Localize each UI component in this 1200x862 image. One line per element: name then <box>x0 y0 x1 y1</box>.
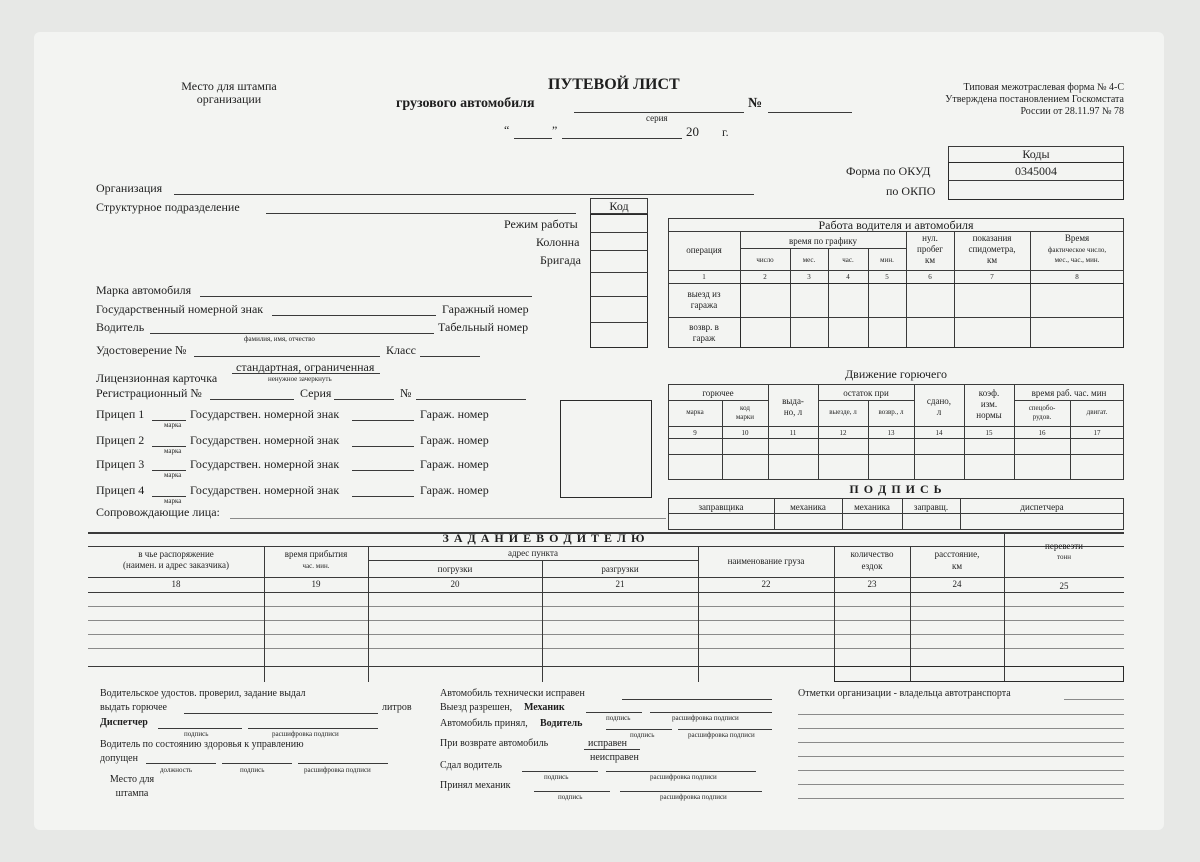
work-col-num: 4 <box>846 273 850 281</box>
work-col-num: 5 <box>885 273 889 281</box>
driver-sign-field[interactable] <box>606 729 672 730</box>
fuel-col-num: 13 <box>887 429 895 437</box>
fuel-header: горючее <box>702 388 734 398</box>
customer-2: (наимен. и адрес заказчика) <box>123 560 229 570</box>
stamp-place-line1: Место для штампа <box>181 79 277 93</box>
task-col-num: 25 <box>1059 581 1069 591</box>
task-col-num: 21 <box>615 579 625 589</box>
decode-hint: расшифровка подписи <box>272 730 339 738</box>
notes-line[interactable] <box>798 770 1124 771</box>
fuel-issued-2: но, л <box>783 407 803 417</box>
notes-label: Отметки организации - владельца автотранспорта <box>798 688 1011 699</box>
notes-line[interactable] <box>798 714 1124 715</box>
equip-1: спецобо- <box>1028 404 1056 412</box>
sign-hint: подпись <box>606 714 631 722</box>
ok-label: Автомобиль технически исправен <box>440 688 585 699</box>
grid-line <box>668 454 1124 455</box>
time-actual-2: фактическое число, <box>1047 246 1107 254</box>
brand-hint: марка <box>164 421 182 429</box>
return-row-2: гараж <box>692 333 716 343</box>
work-col-num: 6 <box>928 273 932 281</box>
grid-line <box>668 426 1124 427</box>
taken-decode-field[interactable] <box>620 791 762 792</box>
unloading-header: разгрузки <box>601 564 639 574</box>
driver-sign-label: Водитель <box>540 718 583 729</box>
license-field[interactable] <box>194 356 380 357</box>
fuel-given-1: сдано, <box>926 396 952 406</box>
fuel-code-1: код <box>740 404 750 412</box>
trailer-label: Прицеп 2 <box>96 433 145 447</box>
address-header: адрес пункта <box>508 548 558 558</box>
task-col-num: 19 <box>311 579 321 589</box>
form-title: ПУТЕВОЙ ЛИСТ <box>548 76 680 93</box>
admitted-label: допущен <box>100 753 138 764</box>
driver-label: Водитель <box>96 320 145 334</box>
lic-card-value[interactable]: стандартная, ограниченная <box>236 360 375 374</box>
odometer-1: показания <box>972 233 1012 243</box>
health-label: Водитель по состоянию здоровья к управлению <box>100 739 304 750</box>
fuel-col-num: 12 <box>839 429 847 437</box>
codes-title: Коды <box>1022 147 1050 161</box>
arrival-1: время прибытия <box>284 549 348 559</box>
column-label: Колонна <box>536 235 580 249</box>
cargo-header: наименование груза <box>727 556 805 566</box>
grid-line <box>668 513 1124 514</box>
date-quote-open: “ <box>504 123 510 137</box>
work-col-num: 8 <box>1075 273 1079 281</box>
sign-hint: подпись <box>558 793 583 801</box>
mechanic-decode-field[interactable] <box>650 712 772 713</box>
task-col-num: 23 <box>867 579 877 589</box>
plate-label: Государственный номерной знак <box>96 302 264 316</box>
series-label: Серия <box>300 386 332 400</box>
notes-line[interactable] <box>798 742 1124 743</box>
admitted-sign-field[interactable] <box>222 763 292 764</box>
work-col-num: 7 <box>990 273 994 281</box>
taken-label: Принял механик <box>440 780 511 791</box>
customer-1: в чье распоряжение <box>138 549 214 559</box>
grid-line <box>668 231 1124 232</box>
organization-field[interactable] <box>174 194 754 195</box>
grid-line <box>668 400 768 401</box>
decode-hint: расшифровка подписи <box>660 793 727 801</box>
grid-line <box>668 270 1124 271</box>
trips-2: ездок <box>861 561 883 571</box>
driver-decode-field[interactable] <box>678 729 772 730</box>
trailer-label: Прицеп 3 <box>96 457 145 471</box>
reg-no-field[interactable] <box>210 399 294 400</box>
zero-run-1: нул. <box>922 233 938 243</box>
sign-refueler-2: заправщ. <box>913 502 949 512</box>
sign-hint: подпись <box>184 730 209 738</box>
trailer-plate-label: Государствен. номерной знак <box>190 483 340 497</box>
grid-line <box>740 248 906 249</box>
decode-hint: расшифровка подписи <box>304 766 371 774</box>
task-col-num: 24 <box>952 579 962 589</box>
odometer-2: спидометра, <box>968 244 1016 254</box>
trailer-plate-label: Государствен. номерной знак <box>190 433 340 447</box>
reg-num-field[interactable] <box>416 399 526 400</box>
fuel-col-num: 14 <box>935 429 943 437</box>
ok-word-underline <box>584 749 640 750</box>
trailer-plate-field[interactable] <box>352 420 414 421</box>
trips-1: количество <box>850 549 894 559</box>
fuel-out-header: выезде, л <box>829 408 857 416</box>
work-col-num: 2 <box>763 273 767 281</box>
returned-label: При возврате автомобиль <box>440 738 549 749</box>
fuel-issued-1: выда- <box>782 396 804 406</box>
ok-word[interactable]: исправен <box>588 738 628 749</box>
grid-line <box>88 577 1124 578</box>
sign-hint: подпись <box>630 731 655 739</box>
task-col-num: 18 <box>171 579 181 589</box>
form-info-3: России от 28.11.97 № 78 <box>1020 106 1124 117</box>
series-label: серия <box>646 113 668 123</box>
form-info-1: Типовая межотраслевая форма № 4-С <box>963 82 1124 93</box>
notes-line[interactable] <box>798 798 1124 799</box>
number-field[interactable] <box>768 112 852 113</box>
distance-1: расстояние, <box>934 549 980 559</box>
grid-line <box>88 546 1124 547</box>
codes-divider <box>948 180 1124 181</box>
zero-run-3: км <box>924 255 936 265</box>
grid-line <box>88 606 1124 607</box>
trailer-garage-label: Гараж. номер <box>420 483 489 497</box>
task-title: З А Д А Н И Е В О Д И Т Е Л Ю <box>442 531 646 545</box>
mode-label: Режим работы <box>504 217 578 231</box>
time-actual-1: Время <box>1064 233 1090 243</box>
grid-line <box>88 648 1124 649</box>
fuel-coef-2: изм. <box>980 399 998 409</box>
fuel-col-num: 9 <box>693 429 697 437</box>
code-row-line <box>590 296 648 297</box>
lic-card-underline <box>232 373 380 374</box>
schedule-header: время по графику <box>789 236 857 246</box>
not-ok-word[interactable]: неисправен <box>590 752 639 763</box>
departure-row-2: гаража <box>690 300 718 310</box>
grid-line <box>818 400 914 401</box>
transport-1: перевезти <box>1045 541 1083 551</box>
fuel-col-num: 15 <box>985 429 993 437</box>
grid-line <box>88 634 1124 635</box>
work-entry-area[interactable] <box>740 283 1124 348</box>
grid-line <box>1014 400 1124 401</box>
fuel-code-2: марки <box>735 413 755 421</box>
handed-decode-field[interactable] <box>606 771 756 772</box>
class-label: Класс <box>386 343 416 357</box>
date-day-field[interactable] <box>514 138 552 139</box>
division-field[interactable] <box>266 213 576 214</box>
allowed-label: Выезд разрешен, <box>440 702 513 713</box>
driver-hint: фамилия, имя, отчество <box>244 335 315 343</box>
code-row-line <box>590 250 648 251</box>
stamp-box <box>560 400 652 498</box>
mechanic-sign-field[interactable] <box>586 712 642 713</box>
trailer-garage-label: Гараж. номер <box>420 457 489 471</box>
sign-refueler: заправщика <box>698 502 744 512</box>
fuel-coef-1: коэф. <box>978 388 1000 398</box>
liters-label: литров <box>382 702 412 713</box>
escorts-label: Сопровождающие лица: <box>96 505 220 519</box>
fuel-coef-3: нормы <box>976 410 1002 420</box>
class-field[interactable] <box>420 356 480 357</box>
number-sign: № <box>748 96 763 111</box>
grid-line <box>722 400 723 480</box>
work-title: Работа водителя и автомобиля <box>818 218 974 232</box>
fuel-title: Движение горючего <box>844 367 948 381</box>
division-label: Структурное подразделение <box>96 200 240 214</box>
okpo-label: по ОКПО <box>886 184 936 198</box>
trailer-garage-label: Гараж. номер <box>420 433 489 447</box>
departure-row-1: выезд из <box>687 289 721 299</box>
trailer-plate-label: Государствен. номерной знак <box>190 407 340 421</box>
operation-header: операция <box>686 245 722 255</box>
license-label: Удостоверение № <box>96 343 187 357</box>
form-subtitle: грузового автомобиля <box>396 96 535 111</box>
decode-hint: расшифровка подписи <box>672 714 739 722</box>
fuel-amount-field[interactable] <box>184 713 378 714</box>
tab-no-label: Табельный номер <box>438 320 529 334</box>
work-col-num: 3 <box>807 273 811 281</box>
form-info-2: Утверждена постановлением Госкомстата <box>945 94 1124 105</box>
trailer-label: Прицеп 1 <box>96 407 145 421</box>
fuel-col-num: 16 <box>1038 429 1046 437</box>
fuel-col-num: 11 <box>789 429 797 437</box>
brand-hint: марка <box>164 497 182 505</box>
trailer-plate-field[interactable] <box>352 446 414 447</box>
task-col-num: 22 <box>761 579 771 589</box>
admitted-decode-field[interactable] <box>298 763 388 764</box>
lic-card-hint: ненужное зачеркнуть <box>268 375 332 383</box>
notes-line[interactable] <box>798 784 1124 785</box>
year-suffix: г. <box>722 125 729 139</box>
trailer-plate-label: Государствен. номерной знак <box>190 457 340 471</box>
code-row-line <box>590 232 648 233</box>
trailer-plate-field[interactable] <box>352 496 414 497</box>
fuel-issued-label: выдать горючее <box>100 702 167 713</box>
grid-line <box>88 592 1124 593</box>
notes-line[interactable] <box>1064 699 1124 700</box>
year-prefix: 20 <box>686 124 699 139</box>
equip-header: время раб. час. мин <box>1031 388 1107 398</box>
lic-card-label: Лицензионная карточка <box>96 371 218 385</box>
notes-line[interactable] <box>798 728 1124 729</box>
brand-label: Марка автомобиля <box>96 283 192 297</box>
sign-mechanic-1: механика <box>790 502 826 512</box>
fuel-col-num: 17 <box>1093 429 1101 437</box>
brigade-label: Бригада <box>540 253 581 267</box>
stamp-place-line2: организации <box>196 92 262 106</box>
checked-label: Водительское удостов. проверил, задание выдал <box>100 688 306 699</box>
min-header: мин. <box>880 256 894 264</box>
position-hint: должность <box>160 766 193 774</box>
zero-run-2: пробег <box>917 244 943 254</box>
brand-field[interactable] <box>200 296 532 297</box>
engine-header: двигат. <box>1086 408 1108 416</box>
notes-line[interactable] <box>798 756 1124 757</box>
date-month-field[interactable] <box>562 138 682 139</box>
grid-line <box>698 546 699 682</box>
signatures-title: П О Д П И С Ь <box>849 482 943 496</box>
odometer-3: км <box>986 255 998 265</box>
code-header <box>590 198 648 214</box>
stamp-1: Место для <box>109 774 155 785</box>
handed-label: Сдал водитель <box>440 760 502 771</box>
trailer-plate-field[interactable] <box>352 470 414 471</box>
code-row-line <box>590 272 648 273</box>
plate-field[interactable] <box>272 315 436 316</box>
transport-2: тонн <box>1057 553 1071 561</box>
return-row-1: возвр. в <box>689 322 719 332</box>
sign-mechanic-2: механика <box>854 502 890 512</box>
taken-sign-field[interactable] <box>534 791 610 792</box>
code-box <box>590 214 648 348</box>
reg-num-label: № <box>400 386 412 400</box>
task-col-num: 20 <box>450 579 460 589</box>
hour-header: час. <box>842 256 854 264</box>
grid-line <box>368 560 698 561</box>
grid-line <box>88 620 1124 621</box>
distance-2: км <box>951 561 963 571</box>
code-header-label: Код <box>609 199 629 213</box>
dispatcher-label: Диспетчер <box>100 717 148 728</box>
escorts-field[interactable] <box>230 518 666 519</box>
organization-label: Организация <box>96 181 163 195</box>
sign-hint: подпись <box>240 766 265 774</box>
stamp-2: штампа <box>115 788 149 799</box>
admitted-position-field[interactable] <box>146 763 216 764</box>
dispatcher-sign-field[interactable] <box>158 728 242 729</box>
handed-sign-field[interactable] <box>522 771 598 772</box>
okud-label: Форма по ОКУД <box>846 164 931 178</box>
accepted-label: Автомобиль принял, <box>440 718 528 729</box>
grid-line <box>668 438 1124 439</box>
codes-header <box>948 146 1124 162</box>
ok-field[interactable] <box>622 699 772 700</box>
brand-hint: марка <box>164 471 182 479</box>
loading-header: погрузки <box>437 564 473 574</box>
task-totals-box[interactable] <box>834 666 1124 682</box>
sign-dispatcher: диспетчера <box>1020 502 1064 512</box>
okud-value[interactable]: 0345004 <box>1015 164 1057 178</box>
decode-hint: расшифровка подписи <box>688 731 755 739</box>
driver-field[interactable] <box>150 333 434 334</box>
trailer-garage-label: Гараж. номер <box>420 407 489 421</box>
code-row-line <box>590 322 648 323</box>
fuel-remain-header: остаток при <box>843 388 889 398</box>
arrival-2: час. мин. <box>302 562 330 570</box>
decode-hint: расшифровка подписи <box>650 773 717 781</box>
day-header: число <box>756 256 774 264</box>
dispatcher-decode-field[interactable] <box>248 728 378 729</box>
fuel-ret-header: возвр., л <box>878 408 904 416</box>
fuel-col-num: 10 <box>741 429 749 437</box>
brand-hint: марка <box>164 447 182 455</box>
date-quote-close: ” <box>552 123 558 137</box>
reg-no-label: Регистрационный № <box>96 386 202 400</box>
work-col-num: 1 <box>702 273 706 281</box>
trailer-label: Прицеп 4 <box>96 483 145 497</box>
fuel-given-2: л <box>936 407 942 417</box>
equip-2: рудов. <box>1032 413 1052 421</box>
time-actual-3: мес., час., мин. <box>1054 256 1100 264</box>
garage-no-label: Гаражный номер <box>442 302 529 316</box>
month-header: мес. <box>802 256 816 264</box>
fuel-brand-header: марка <box>686 408 704 416</box>
sign-hint: подпись <box>544 773 569 781</box>
waybill-sheet <box>34 32 1164 830</box>
reg-series-field[interactable] <box>334 399 394 400</box>
mechanic-label: Механик <box>524 702 565 713</box>
